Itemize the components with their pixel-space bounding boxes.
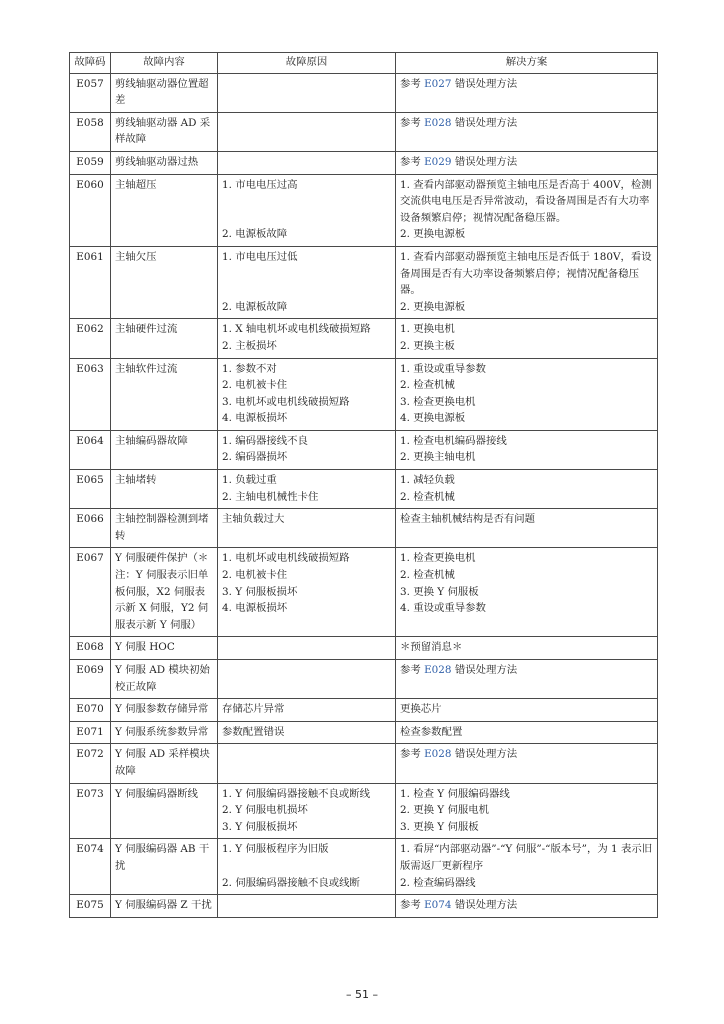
solution-line xyxy=(400,361,653,378)
fault-cause xyxy=(218,319,396,358)
cause-line xyxy=(222,550,391,567)
fault-content: 主轴堵转 xyxy=(111,470,218,509)
solution-text: 1. 查看内部驱动器预览主轴电压是否低于 180V，看设备周围是否有大功率设备频繁启停；视情况配备稳压器。 xyxy=(400,250,652,297)
solution-text-suffix: 错误处理方法 xyxy=(451,748,518,761)
table-row xyxy=(70,246,658,318)
fault-solution xyxy=(396,744,658,783)
cause-line xyxy=(222,511,391,528)
fault-cause xyxy=(218,660,396,699)
fault-code: E070 xyxy=(70,699,111,722)
solution-text-suffix: 错误处理方法 xyxy=(451,116,518,129)
fault-solution xyxy=(396,839,658,895)
fault-cause xyxy=(218,721,396,744)
solution-text: 3. 更换 Y 伺服板 xyxy=(400,820,479,833)
table-row xyxy=(70,112,658,151)
fault-solution xyxy=(396,660,658,699)
table-row xyxy=(70,721,658,744)
cause-text: 主轴负载过大 xyxy=(222,513,285,526)
solution-line xyxy=(400,567,653,584)
fault-code: E063 xyxy=(70,358,111,430)
solution-line xyxy=(400,115,653,132)
solution-line xyxy=(400,746,653,763)
line-spacer xyxy=(222,193,391,210)
error-reference-link[interactable]: E028 xyxy=(424,116,452,129)
solution-text: 1. 更换电机 xyxy=(400,323,455,336)
fault-table xyxy=(69,52,658,918)
cause-text: 2. 电源板故障 xyxy=(222,300,288,313)
fault-content: Y 伺服参数存储异常 xyxy=(111,699,218,722)
fault-solution xyxy=(396,783,658,839)
solution-line xyxy=(400,511,653,528)
solution-line xyxy=(400,802,653,819)
solution-text: 4. 重设或重导参数 xyxy=(400,602,486,615)
solution-text: 1. 检查 Y 伺服编码器线 xyxy=(400,787,510,800)
cause-line xyxy=(222,724,391,741)
fault-cause xyxy=(218,509,396,548)
solution-line xyxy=(400,226,653,243)
cause-text: 1. 市电电压过高 xyxy=(222,178,298,191)
fault-solution xyxy=(396,470,658,509)
cause-text: 1. 参数不对 xyxy=(222,362,277,375)
fault-code: E069 xyxy=(70,660,111,699)
line-spacer xyxy=(222,266,391,283)
cause-line xyxy=(222,226,391,243)
cause-line xyxy=(222,299,391,316)
solution-text: 参考 xyxy=(400,899,425,912)
solution-line xyxy=(400,662,653,679)
fault-content: Y 伺服编码器断线 xyxy=(111,783,218,839)
fault-cause xyxy=(218,895,396,918)
fault-cause xyxy=(218,112,396,151)
table-row xyxy=(70,509,658,548)
solution-text: 1. 查看内部驱动器预览主轴电压是否高于 400V，检测交流供电电压是否异常波动，看设备周围是否有大功率设备频繁启停；视情况配备稳压器。 xyxy=(400,178,652,224)
solution-text: 1. 检查更换电机 xyxy=(400,552,476,565)
table-row xyxy=(70,430,658,469)
solution-line xyxy=(400,249,653,299)
solution-line xyxy=(400,489,653,506)
cause-line xyxy=(222,394,391,411)
cause-line xyxy=(222,875,391,892)
error-reference-link[interactable]: E074 xyxy=(424,899,452,912)
fault-code: E059 xyxy=(70,151,111,174)
solution-text: 检查主轴机械结构是否有问题 xyxy=(400,513,536,526)
fault-code: E058 xyxy=(70,112,111,151)
solution-line xyxy=(400,724,653,741)
solution-line xyxy=(400,377,653,394)
solution-text: 2. 检查机械 xyxy=(400,569,455,582)
fault-solution xyxy=(396,895,658,918)
fault-cause xyxy=(218,744,396,783)
cause-line xyxy=(222,410,391,427)
solution-text: 检查参数配置 xyxy=(400,725,463,738)
fault-content: 主轴欠压 xyxy=(111,246,218,318)
solution-text-suffix: 错误处理方法 xyxy=(451,899,518,912)
cause-text: 2. 主板损坏 xyxy=(222,339,277,352)
cause-line xyxy=(222,377,391,394)
fault-code: E061 xyxy=(70,246,111,318)
fault-solution xyxy=(396,509,658,548)
solution-line xyxy=(400,154,653,171)
cause-line xyxy=(222,567,391,584)
table-header-row xyxy=(70,53,658,74)
solution-line xyxy=(400,410,653,427)
fault-code: E065 xyxy=(70,470,111,509)
solution-line xyxy=(400,472,653,489)
fault-code: E067 xyxy=(70,548,111,637)
solution-text: 参考 xyxy=(400,155,425,168)
fault-cause xyxy=(218,783,396,839)
solution-text: 3. 检查更换电机 xyxy=(400,395,476,408)
solution-text: 4. 更换电源板 xyxy=(400,412,466,425)
fault-solution xyxy=(396,112,658,151)
fault-code: E073 xyxy=(70,783,111,839)
cause-line xyxy=(222,802,391,819)
solution-text: 2. 更换主轴电机 xyxy=(400,451,476,464)
table-row xyxy=(70,660,658,699)
table-row xyxy=(70,699,658,722)
fault-cause xyxy=(218,699,396,722)
cause-line xyxy=(222,433,391,450)
table-row xyxy=(70,783,658,839)
cause-text: 1. X 轴电机坏或电机线破损短路 xyxy=(222,323,371,336)
error-reference-link[interactable]: E028 xyxy=(424,748,452,761)
solution-text: ＊预留消息＊ xyxy=(400,641,463,654)
cause-text: 1. 市电电压过低 xyxy=(222,250,298,263)
error-reference-link[interactable]: E028 xyxy=(424,664,452,676)
cause-line xyxy=(222,361,391,378)
solution-text: 3. 更换 Y 伺服板 xyxy=(400,585,479,598)
cause-text: 存储芯片异常 xyxy=(222,703,285,716)
table-row xyxy=(70,895,658,918)
fault-cause xyxy=(218,246,396,318)
fault-solution xyxy=(396,548,658,637)
fault-cause xyxy=(218,548,396,637)
cause-line xyxy=(222,449,391,466)
table-row xyxy=(70,358,658,430)
solution-line xyxy=(400,584,653,601)
fault-code: E074 xyxy=(70,839,111,895)
solution-text: 参考 xyxy=(400,116,425,129)
solution-text: 2. 更换主板 xyxy=(400,339,455,352)
cause-line xyxy=(222,472,391,489)
solution-line xyxy=(400,338,653,355)
cause-line xyxy=(222,841,391,858)
solution-line xyxy=(400,897,653,914)
cause-line xyxy=(222,786,391,803)
fault-code: E062 xyxy=(70,319,111,358)
cause-text: 1. Y 伺服编码器接触不良或断线 xyxy=(222,787,371,800)
fault-cause xyxy=(218,174,396,246)
solution-line xyxy=(400,701,653,718)
fault-content: 剪线轴驱动器 AD 采样故障 xyxy=(111,112,218,151)
solution-line xyxy=(400,639,653,656)
fault-solution xyxy=(396,721,658,744)
fault-solution xyxy=(396,174,658,246)
solution-text: 参考 xyxy=(400,77,425,90)
solution-text: 2. 更换电源板 xyxy=(400,300,466,313)
cause-line xyxy=(222,338,391,355)
solution-line xyxy=(400,600,653,617)
fault-content: Y 伺服系统参数异常 xyxy=(111,721,218,744)
fault-solution xyxy=(396,430,658,469)
solution-line xyxy=(400,321,653,338)
fault-code: E057 xyxy=(70,73,111,112)
solution-text-suffix: 错误处理方法 xyxy=(451,664,518,676)
cause-text: 2. Y 伺服电机损坏 xyxy=(222,804,308,817)
solution-line xyxy=(400,394,653,411)
cause-line xyxy=(222,321,391,338)
table-row xyxy=(70,637,658,660)
fault-solution xyxy=(396,151,658,174)
cause-text: 4. 电源板损坏 xyxy=(222,412,288,425)
fault-code: E060 xyxy=(70,174,111,246)
solution-text: 2. 检查机械 xyxy=(400,379,455,392)
table-row xyxy=(70,73,658,112)
solution-text: 1. 重设或重导参数 xyxy=(400,362,486,375)
cause-text: 参数配置错误 xyxy=(222,725,285,738)
line-spacer xyxy=(222,282,391,299)
cause-text: 3. Y 伺服板损坏 xyxy=(222,820,298,833)
cause-line xyxy=(222,600,391,617)
fault-content: 主轴控制器检测到堵转 xyxy=(111,509,218,548)
fault-content: 剪线轴驱动器过热 xyxy=(111,151,218,174)
solution-line xyxy=(400,841,653,874)
fault-solution xyxy=(396,637,658,660)
fault-content: 主轴软件过流 xyxy=(111,358,218,430)
fault-code: E075 xyxy=(70,895,111,918)
cause-text: 2. 伺服编码器接触不良或线断 xyxy=(222,876,360,889)
fault-content: Y 伺服 HOC xyxy=(111,637,218,660)
solution-line xyxy=(400,449,653,466)
header-cause: 故障原因 xyxy=(218,53,396,74)
solution-line xyxy=(400,819,653,836)
solution-text: 2. 更换 Y 伺服电机 xyxy=(400,804,490,817)
cause-text: 2. 编码器损坏 xyxy=(222,451,288,464)
solution-line xyxy=(400,76,653,93)
header-content: 故障内容 xyxy=(111,53,218,74)
fault-content: Y 伺服编码器 AB 干扰 xyxy=(111,839,218,895)
header-solution: 解决方案 xyxy=(396,53,658,74)
cause-text: 3. 电机坏或电机线破损短路 xyxy=(222,395,350,408)
cause-text: 2. 电源板故障 xyxy=(222,228,288,241)
cause-text: 3. Y 伺服板损坏 xyxy=(222,585,298,598)
cause-text: 4. 电源板损坏 xyxy=(222,602,288,615)
fault-code: E068 xyxy=(70,637,111,660)
fault-cause xyxy=(218,73,396,112)
fault-cause xyxy=(218,151,396,174)
solution-line xyxy=(400,786,653,803)
table-row xyxy=(70,744,658,783)
error-reference-link[interactable]: E029 xyxy=(424,155,452,168)
fault-content: Y 伺服 AD 采样模块故障 xyxy=(111,744,218,783)
fault-solution xyxy=(396,246,658,318)
fault-cause xyxy=(218,470,396,509)
fault-solution xyxy=(396,319,658,358)
solution-text-suffix: 错误处理方法 xyxy=(451,77,518,90)
cause-line xyxy=(222,819,391,836)
cause-line xyxy=(222,701,391,718)
fault-cause xyxy=(218,637,396,660)
table-row xyxy=(70,548,658,637)
solution-line xyxy=(400,177,653,227)
solution-text: 2. 更换电源板 xyxy=(400,228,466,241)
fault-cause xyxy=(218,839,396,895)
cause-line xyxy=(222,489,391,506)
cause-line xyxy=(222,584,391,601)
table-row xyxy=(70,174,658,246)
solution-text: 参考 xyxy=(400,664,425,676)
solution-text: 2. 检查机械 xyxy=(400,490,455,503)
page-number: – 51 – xyxy=(346,988,378,1001)
fault-code: E064 xyxy=(70,430,111,469)
cause-text: 1. 电机坏或电机线破损短路 xyxy=(222,552,350,565)
solution-text-suffix: 错误处理方法 xyxy=(451,155,518,168)
fault-solution xyxy=(396,73,658,112)
table-row xyxy=(70,470,658,509)
solution-text: 2. 检查编码器线 xyxy=(400,876,476,889)
table-row xyxy=(70,319,658,358)
solution-line xyxy=(400,299,653,316)
fault-content: 剪线轴驱动器位置超差 xyxy=(111,73,218,112)
fault-content: Y 伺服硬件保护（＊注：Y 伺服表示旧单板伺服，X2 伺服表示新 X 伺服，Y2 伺服表示新 Y 伺服） xyxy=(111,548,218,637)
header-code: 故障码 xyxy=(70,53,111,74)
fault-code: E066 xyxy=(70,509,111,548)
solution-line xyxy=(400,550,653,567)
solution-text: 1. 看屏“内部驱动器”-“Y 伺服”-“版本号”，为 1 表示旧版需返厂更新程序 xyxy=(400,843,653,872)
solution-line xyxy=(400,875,653,892)
solution-text: 更换芯片 xyxy=(400,703,442,716)
fault-content: 主轴硬件过流 xyxy=(111,319,218,358)
cause-line xyxy=(222,249,391,266)
solution-text: 1. 减轻负载 xyxy=(400,474,455,487)
cause-text: 2. 电机被卡住 xyxy=(222,569,288,582)
cause-text: 1. 负载过重 xyxy=(222,474,277,487)
fault-code: E072 xyxy=(70,744,111,783)
error-reference-link[interactable]: E027 xyxy=(424,77,452,90)
cause-text: 2. 电机被卡住 xyxy=(222,379,288,392)
fault-content: 主轴编码器故障 xyxy=(111,430,218,469)
solution-line xyxy=(400,433,653,450)
fault-solution xyxy=(396,358,658,430)
fault-solution xyxy=(396,699,658,722)
table-row xyxy=(70,151,658,174)
cause-text: 2. 主轴电机械性卡住 xyxy=(222,490,319,503)
fault-cause xyxy=(218,430,396,469)
solution-text: 1. 检查电机编码器接线 xyxy=(400,434,507,447)
solution-text: 参考 xyxy=(400,748,425,761)
fault-code: E071 xyxy=(70,721,111,744)
line-spacer xyxy=(222,858,391,875)
line-spacer xyxy=(222,210,391,227)
fault-content: Y 伺服编码器 Z 干扰 xyxy=(111,895,218,918)
fault-cause xyxy=(218,358,396,430)
fault-table-body xyxy=(70,73,658,917)
table-row xyxy=(70,839,658,895)
fault-content: 主轴超压 xyxy=(111,174,218,246)
cause-line xyxy=(222,177,391,194)
cause-text: 1. Y 伺服板程序为旧版 xyxy=(222,843,329,856)
fault-content: Y 伺服 AD 模块初始校正故障 xyxy=(111,660,218,699)
cause-text: 1. 编码器接线不良 xyxy=(222,434,308,447)
